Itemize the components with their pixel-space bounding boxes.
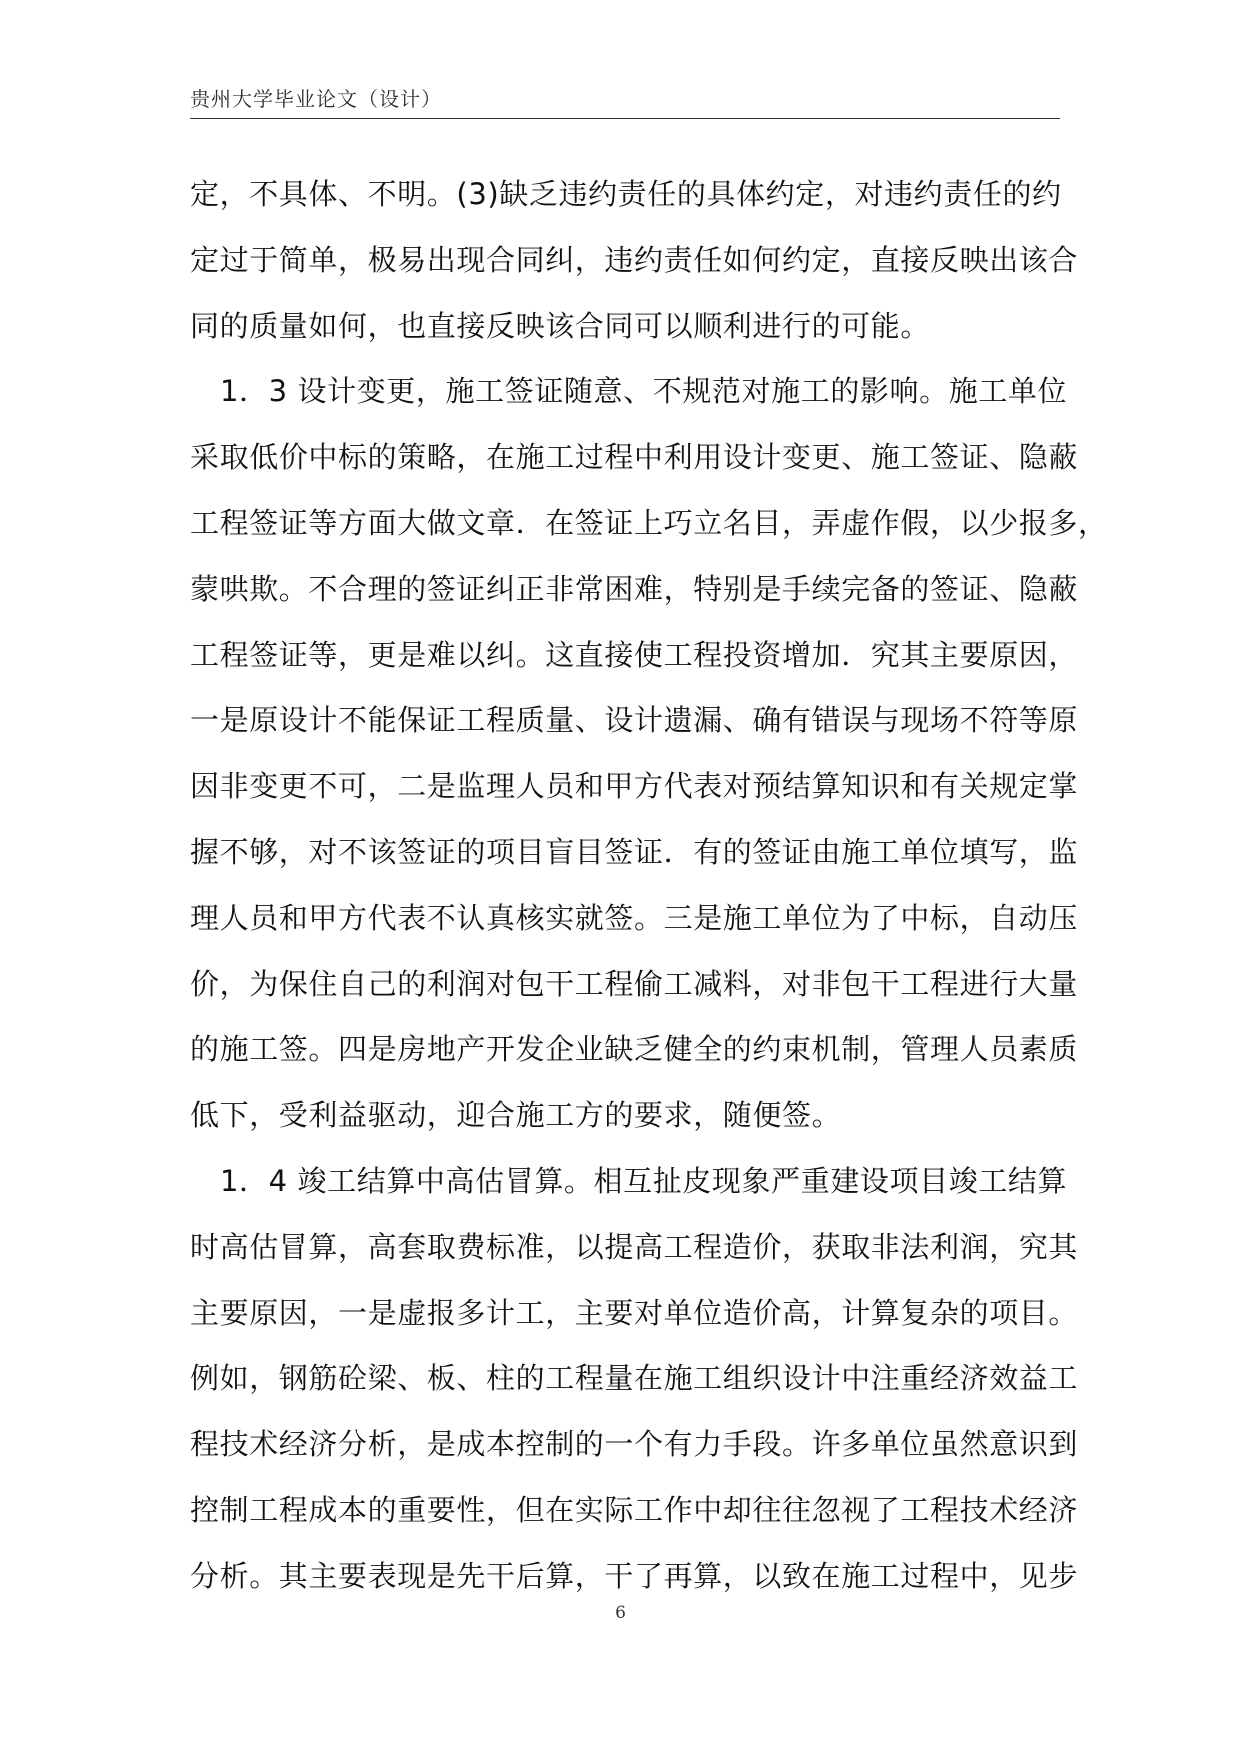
text-line: 程技术经济分析，是成本控制的一个有力手段。许多单位虽然意识到 [190, 1427, 1079, 1462]
text-line: 因非变更不可，二是监理人员和甲方代表对预结算知识和有关规定掌 [190, 769, 1079, 804]
text-line: 1．4 竣工结算中高估冒算。相互扯皮现象严重建设项目竣工结算 [220, 1163, 1068, 1198]
text-line: 控制工程成本的重要性，但在实际工作中却往往忽视了工程技术经济 [190, 1492, 1079, 1527]
text-line: 工程签证等，更是难以纠。这直接使工程投资增加．究其主要原因， [190, 637, 1079, 672]
text-line: 一是原设计不能保证工程质量、设计遗漏、确有错误与现场不符等原 [190, 703, 1079, 738]
text-line: 采取低价中标的策略，在施工过程中利用设计变更、施工签证、隐蔽 [190, 440, 1079, 475]
text-line: 1．3 设计变更，施工签证随意、不规范对施工的影响。施工单位 [220, 374, 1068, 409]
text-line: 定，不具体、不明。(3)缺乏违约责任的具体约定，对违约责任的约 [190, 177, 1062, 211]
text-line: 定过于简单，极易出现合同纠，违约责任如何约定，直接反映出该合 [190, 242, 1079, 277]
text-line: 例如，钢筋砼梁、板、柱的工程量在施工组织设计中注重经济效益工 [190, 1361, 1079, 1396]
text-line: 理人员和甲方代表不认真核实就签。三是施工单位为了中标，自动压 [190, 900, 1079, 935]
header-rule [190, 118, 1060, 119]
text-line: 主要原因，一是虚报多计工，主要对单位造价高，计算复杂的项目。 [190, 1295, 1079, 1330]
text-line: 的施工签。四是房地产开发企业缺乏健全的约束机制，管理人员素质 [190, 1032, 1079, 1067]
text-line: 分析。其主要表现是先干后算，干了再算，以致在施工过程中，见步 [190, 1558, 1079, 1593]
text-line: 蒙哄欺。不合理的签证纠正非常困难，特别是手续完备的签证、隐蔽 [190, 571, 1079, 606]
page-number: 6 [615, 1603, 626, 1623]
text-line: 握不够，对不该签证的项目盲目签证．有的签证由施工单位填写，监 [190, 834, 1079, 869]
running-header: 贵州大学毕业论文（设计） [190, 87, 442, 111]
text-line: 同的质量如何，也直接反映该合同可以顺利进行的可能。 [190, 308, 931, 343]
text-line: 时高估冒算，高套取费标准，以提高工程造价，获取非法利润，究其 [190, 1229, 1079, 1264]
text-line: 低下，受利益驱动，迎合施工方的要求，随便签。 [190, 1098, 842, 1133]
text-line: 价，为保住自己的利润对包干工程偷工减料，对非包干工程进行大量 [190, 966, 1079, 1001]
body-text [190, 174, 1108, 1622]
text-line: 工程签证等方面大做文章．在签证上巧立名目，弄虚作假，以少报多， [190, 505, 1108, 540]
